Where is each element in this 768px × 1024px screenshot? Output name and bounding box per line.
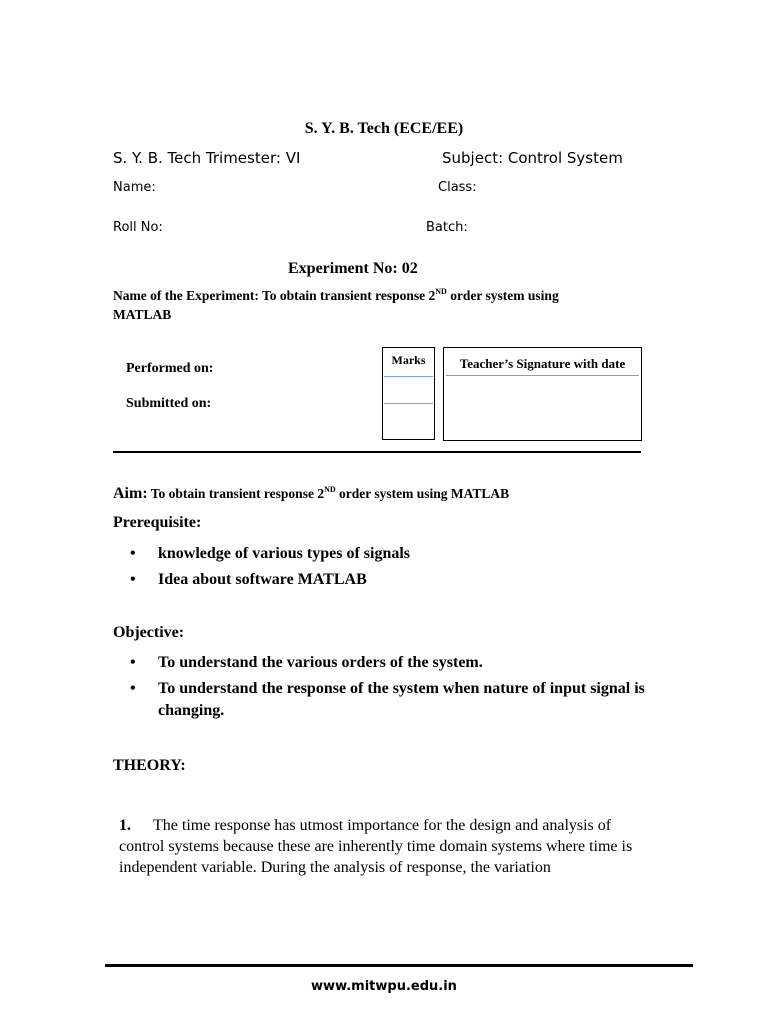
- signature-box: [443, 347, 642, 441]
- aim-line: [113, 485, 509, 503]
- signature-divider: [446, 375, 639, 376]
- experiment-name-prefix: Name of the Experiment: To obtain transient response 2: [113, 288, 436, 303]
- theory-paragraph: [119, 815, 649, 878]
- prerequisite-heading: Prerequisite:: [113, 514, 202, 531]
- bullet-icon: •: [130, 545, 136, 562]
- experiment-name-sup: ND: [435, 287, 447, 296]
- footer-divider: [105, 964, 693, 967]
- page-title: S. Y. B. Tech (ECE/EE): [304, 120, 464, 137]
- subject-label: Subject: Control System: [442, 149, 623, 167]
- objective-list: [130, 652, 645, 726]
- bullet-icon: •: [130, 571, 136, 588]
- aim-sup: ND: [324, 485, 336, 494]
- list-item: [130, 543, 410, 565]
- marks-divider: [384, 403, 433, 404]
- marks-box: [382, 347, 435, 440]
- section-divider: [113, 451, 641, 453]
- footer-url: www.mitwpu.edu.in: [311, 979, 457, 994]
- experiment-name-suffix: order system using: [446, 288, 559, 303]
- theory-number: 1.: [119, 817, 131, 834]
- bullet-icon: •: [130, 680, 136, 697]
- theory-heading: THEORY:: [113, 757, 186, 774]
- aim-text-suffix: order system using MATLAB: [335, 486, 510, 501]
- marks-label: Marks: [391, 353, 426, 367]
- list-item: [130, 569, 410, 591]
- signature-label: Teacher’s Signature with date: [459, 356, 626, 371]
- performed-on-label: Performed on:: [126, 361, 214, 376]
- class-label: Class:: [438, 180, 477, 195]
- prerequisite-item: knowledge of various types of signals: [158, 545, 411, 562]
- name-label: Name:: [113, 180, 156, 195]
- trimester-label: S. Y. B. Tech Trimester: VI: [113, 149, 301, 167]
- bullet-icon: •: [130, 654, 136, 671]
- batch-label: Batch:: [426, 220, 468, 235]
- list-item: [130, 652, 640, 674]
- objective-item: To understand the various orders of the system.: [158, 654, 483, 671]
- aim-label: Aim:: [113, 485, 148, 502]
- objective-item: To understand the response of the system when nature of input signal is changing.: [158, 680, 645, 719]
- roll-no-label: Roll No:: [113, 220, 163, 235]
- marks-divider: [384, 376, 433, 377]
- objective-heading: Objective:: [113, 624, 185, 641]
- aim-text-prefix: To obtain transient response 2: [147, 486, 325, 501]
- theory-text: The time response has utmost importance for the design and analysis of control systems because these are inherently time domain systems where time is independent variable. During the analysis of response, the variation: [119, 817, 633, 876]
- experiment-number: Experiment No: 02: [288, 260, 418, 277]
- experiment-name-line2: MATLAB: [113, 307, 172, 322]
- prerequisite-item: Idea about software MATLAB: [158, 571, 367, 588]
- prerequisite-list: [130, 543, 410, 595]
- submitted-on-label: Submitted on:: [126, 396, 212, 411]
- experiment-name: [113, 287, 559, 304]
- list-item: [130, 678, 648, 722]
